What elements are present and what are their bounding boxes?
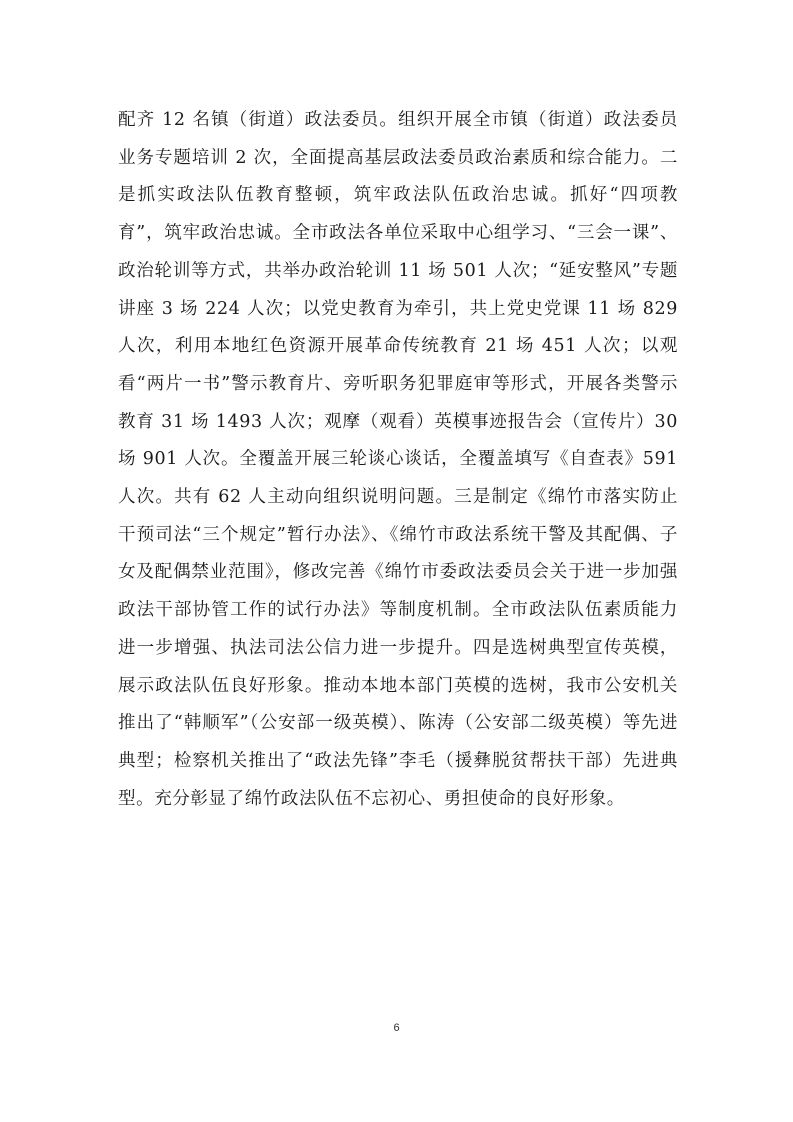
page-number: 6 — [393, 1022, 400, 1034]
body-paragraph: 配齐 12 名镇（街道）政法委员。组织开展全市镇（街道）政法委员业务专题培训 2 次，全面提高基层政法委员政治素质和综合能力。二是抓实政法队伍教育整顿，筑牢政法队伍政治忠诚。抓好“四项教育”，筑牢政治忠诚。全市政法各单位采取中心组学习、“三会一课”、政治轮训等方式，共举办政治轮训 11 场 501 人次；“延安整风”专题讲座 3 场 224 人次；以党史教育为牵引，共上党史党课 11 场 829 人次，利用本地红色资源开展革命传统教育 21 场 451 人次；以观看“两片一书”警示教育片、旁听职务犯罪庭审等形式，开展各类警示教育 31 场 1493 人次；观摩（观看）英模事迹报告会（宣传片）30 场 901 人次。全覆盖开展三轮谈心谈话，全覆盖填写《自查表》591 人次。共有 62 人主动向组织说明问题。三是制定《绵竹市落实防止干预司法“三个规定”暂行办法》、《绵竹市政法系统干警及其配偶、子女及配偶禁业范围》，修改完善《绵竹市委政法委员会关于进一步加强政法干部协管工作的试行办法》等制度机制。全市政法队伍素质能力进一步增强、执法司法公信力进一步提升。四是选树典型宣传英模，展示政法队伍良好形象。推动本地本部门英模的选树，我市公安机关推出了“韩顺军”（公安部一级英模）、陈涛（公安部二级英模）等先进典型；检察机关推出了“政法先锋”李毛（援彝脱贫帮扶干部）先进典型。充分彰显了绵竹政法队伍不忘初心、勇担使命的良好形象。 — [118, 110, 678, 809]
